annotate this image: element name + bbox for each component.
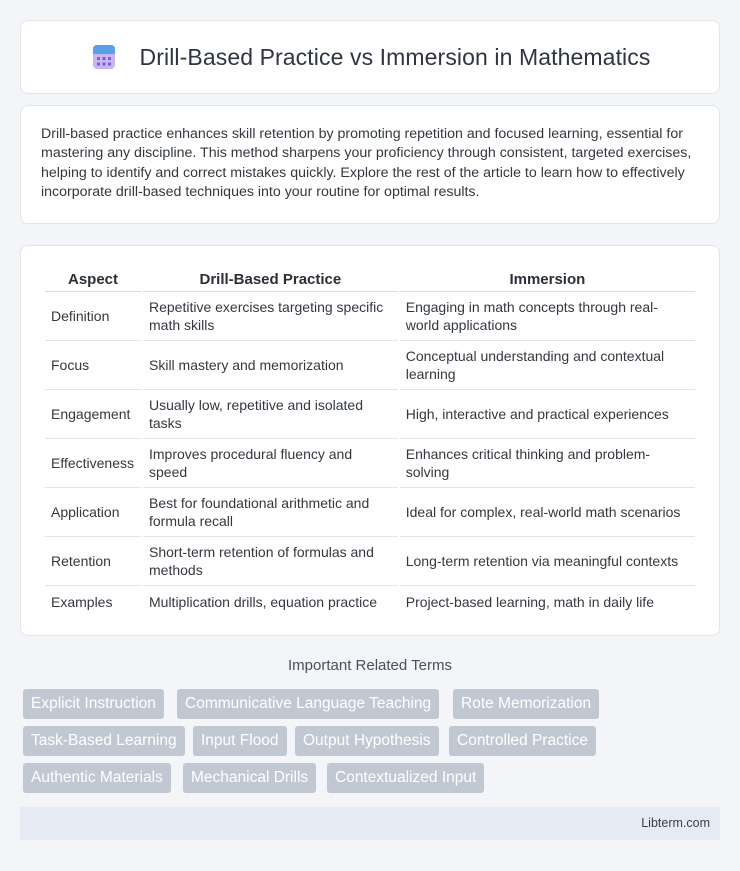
table-row [45,341,695,390]
intro-card [20,105,720,224]
calculator-icon [90,43,118,71]
header-drill: Drill-Based Practice [143,264,398,292]
header-aspect: Aspect [45,264,141,292]
term-tag[interactable]: Communicative Language Teaching [177,689,439,719]
comparison-table [43,264,697,618]
header-card [20,20,720,94]
aspect-cell: Engagement [45,390,141,439]
drill-cell: Repetitive exercises targeting specific math skills [143,292,398,341]
immersion-cell: Engaging in math concepts through real-world applications [400,292,695,341]
drill-cell: Best for foundational arithmetic and formula recall [143,488,398,537]
table-row [45,537,695,586]
footer-site-link[interactable]: Libterm.com [641,816,710,830]
term-tag[interactable]: Output Hypothesis [295,726,439,756]
footer [20,807,720,840]
term-tag[interactable]: Input Flood [193,726,287,756]
drill-cell: Usually low, repetitive and isolated tasks [143,390,398,439]
header-immersion: Immersion [400,264,695,292]
immersion-cell: Long-term retention via meaningful contexts [400,537,695,586]
term-tag[interactable]: Explicit Instruction [23,689,164,719]
table-row [45,439,695,488]
drill-cell: Multiplication drills, equation practice [149,594,377,610]
table-row [45,488,695,537]
term-tag[interactable]: Rote Memorization [453,689,599,719]
page-title: Drill-Based Practice vs Immersion in Mathematics [139,43,651,70]
term-tag[interactable]: Authentic Materials [23,763,171,793]
aspect-cell: Retention [45,537,141,586]
drill-cell: Improves procedural fluency and speed [143,439,398,488]
aspect-cell: Effectiveness [45,439,141,488]
drill-cell: Short-term retention of formulas and methods [143,537,398,586]
aspect-cell: Focus [45,341,141,390]
intro-text: Drill-based practice enhances skill retention by promoting repetition and focused learning, essential for mastering any discipline. This method sharpens your proficiency through consistent, targeted exercises, helping to identify and correct mistakes quickly. Explore the rest of the article to learn how to effectively incorporate drill-based techniques into your routine for optimal results. [41,126,692,200]
immersion-cell: Conceptual understanding and contextual learning [400,341,695,390]
table-row [45,586,695,618]
immersion-cell: Ideal for complex, real-world math scenarios [400,488,695,537]
related-terms-title: Important Related Terms [288,657,452,674]
term-tag[interactable]: Task-Based Learning [23,726,185,756]
term-tag[interactable]: Mechanical Drills [183,763,316,793]
aspect-cell: Definition [45,292,141,341]
drill-cell: Skill mastery and memorization [143,341,398,390]
immersion-cell: High, interactive and practical experiences [400,390,695,439]
aspect-cell: Examples [51,594,113,610]
comparison-card [20,245,720,636]
term-tag[interactable]: Controlled Practice [449,726,596,756]
aspect-cell: Application [45,488,141,537]
term-tag[interactable]: Contextualized Input [327,763,484,793]
immersion-cell: Project-based learning, math in daily life [405,594,654,610]
immersion-cell: Enhances critical thinking and problem-solving [400,439,695,488]
table-row [45,390,695,439]
table-row [45,292,695,341]
